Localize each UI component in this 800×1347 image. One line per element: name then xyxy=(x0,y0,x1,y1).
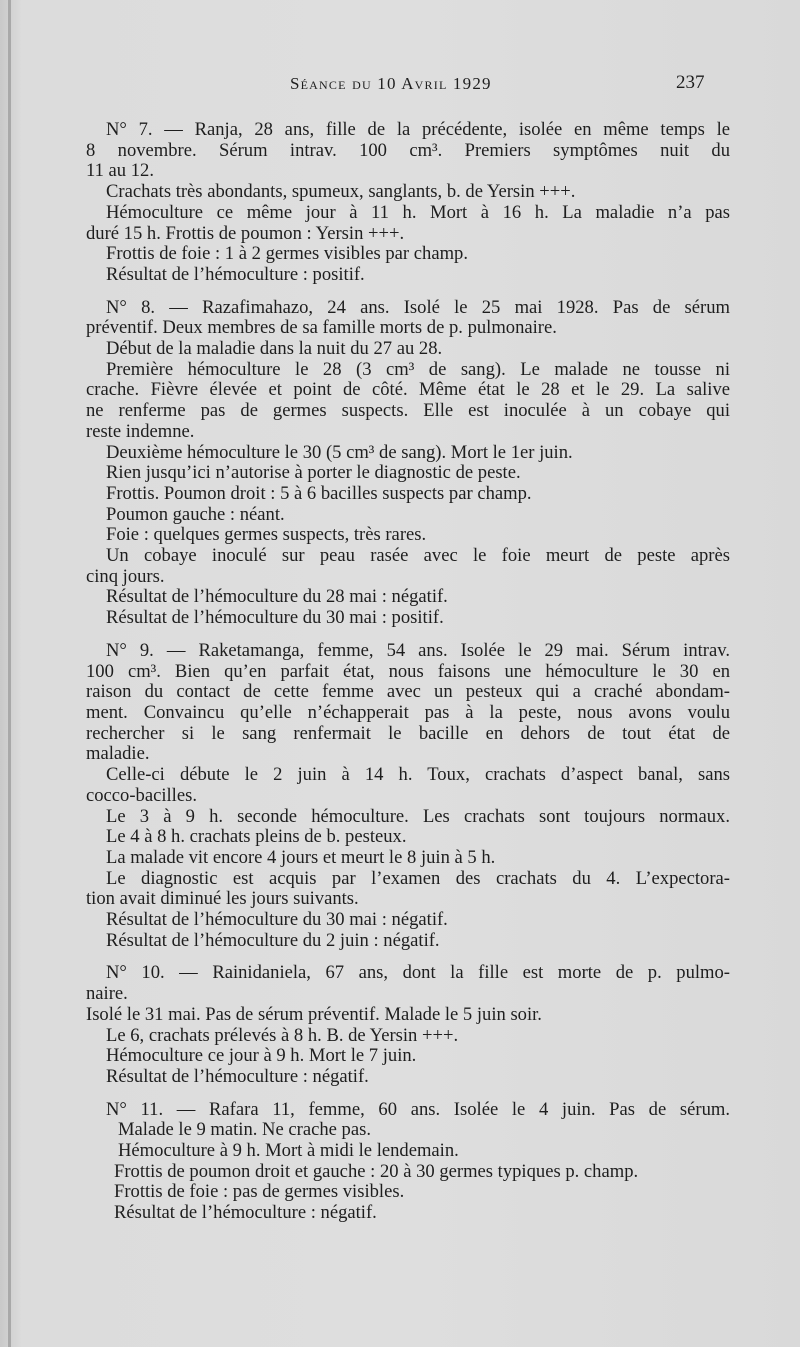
case-11-line-5: Frottis de foie : pas de germes visibles. xyxy=(114,1181,405,1203)
case-11-line-6: Résultat de l’hémoculture : négatif. xyxy=(114,1202,377,1224)
case-8-line-14: cinq jours. xyxy=(86,565,165,587)
case-8-line-8: Deuxième hémoculture le 30 (5 cm³ de sang). Mort le 1er juin. xyxy=(106,441,573,463)
case-9-line-4: ment. Convaincu qu’elle n’échapperait pas à la peste, nous avons voulu xyxy=(86,701,730,723)
case-7-line-5: Hémoculture ce même jour à 11 h. Mort à 16 h. La maladie n’a pas xyxy=(106,201,730,223)
case-8-line-9: Rien jusqu’ici n’autorise à porter le diagnostic de peste. xyxy=(106,462,521,484)
case-7-line-3: 11 au 12. xyxy=(86,160,154,182)
case-9-line-7: Celle-ci débute le 2 juin à 14 h. Toux, crachats d’aspect banal, sans xyxy=(106,764,730,786)
case-9-line-3: raison du contact de cette femme avec un pesteux qui a craché abondam- xyxy=(86,681,730,703)
case-8-line-15: Résultat de l’hémoculture du 28 mai : négatif. xyxy=(106,586,448,608)
case-10 xyxy=(86,963,730,1087)
page-header xyxy=(0,72,800,102)
case-8-line-5: crache. Fièvre élevée et point de côté. Même état le 28 et le 29. La salive xyxy=(86,379,730,401)
case-11-line-1: N° 11. — Rafara 11, femme, 60 ans. Isolée le 4 juin. Pas de sérum. xyxy=(106,1098,730,1120)
case-9-line-12: Le diagnostic est acquis par l’examen des crachats du 4. L’expectora- xyxy=(106,867,730,889)
case-9-line-11: La malade vit encore 4 jours et meurt le 8 juin à 5 h. xyxy=(106,846,496,868)
case-10-line-2: naire. xyxy=(86,983,128,1005)
case-8-line-1: N° 8. — Razafimahazo, 24 ans. Isolé le 25 mai 1928. Pas de sérum xyxy=(106,296,730,318)
case-10-line-4: Le 6, crachats prélevés à 8 h. B. de Yersin +++. xyxy=(106,1024,459,1046)
case-8-line-2: préventif. Deux membres de sa famille morts de p. pulmonaire. xyxy=(86,317,557,339)
case-7-line-7: Frottis de foie : 1 à 2 germes visibles par champ. xyxy=(106,243,468,265)
case-10-line-1: N° 10. — Rainidaniela, 67 ans, dont la fille est morte de p. pulmo- xyxy=(106,962,730,984)
case-11 xyxy=(86,1100,730,1224)
case-9-line-6: maladie. xyxy=(86,743,150,765)
case-10-line-6: Résultat de l’hémoculture : négatif. xyxy=(106,1065,369,1087)
case-11-line-3: Hémoculture à 9 h. Mort à midi le lendemain. xyxy=(118,1140,459,1162)
case-9-line-9: Le 3 à 9 h. seconde hémoculture. Les crachats sont toujours normaux. xyxy=(106,805,730,827)
page-number: 237 xyxy=(676,72,705,93)
case-8-line-12: Foie : quelques germes suspects, très rares. xyxy=(106,524,427,546)
case-8-line-11: Poumon gauche : néant. xyxy=(106,503,285,525)
case-9-line-2: 100 cm³. Bien qu’en parfait état, nous faisons une hémoculture le 30 en xyxy=(86,660,730,682)
case-8-line-10: Frottis. Poumon droit : 5 à 6 bacilles suspects par champ. xyxy=(106,482,532,504)
case-9-line-8: cocco-bacilles. xyxy=(86,784,197,806)
case-10-line-5: Hémoculture ce jour à 9 h. Mort le 7 juin. xyxy=(106,1045,417,1067)
case-10-line-3: Isolé le 31 mai. Pas de sérum préventif. Malade le 5 juin soir. xyxy=(86,1003,542,1025)
body-text xyxy=(86,120,730,1224)
case-7-line-2: 8 novembre. Sérum intrav. 100 cm³. Premiers symptômes nuit du xyxy=(86,139,730,161)
case-7-line-1: N° 7. — Ranja, 28 ans, fille de la précédente, isolée en même temps le xyxy=(106,119,730,140)
case-8-line-16: Résultat de l’hémoculture du 30 mai : positif. xyxy=(106,607,444,629)
page-edge xyxy=(8,0,11,1347)
case-11-line-4: Frottis de poumon droit et gauche : 20 à 30 germes typiques p. champ. xyxy=(114,1160,639,1182)
case-9-line-10: Le 4 à 8 h. crachats pleins de b. pesteux. xyxy=(106,826,407,848)
case-9 xyxy=(86,641,730,952)
case-8-line-4: Première hémoculture le 28 (3 cm³ de sang). Le malade ne tousse ni xyxy=(106,358,730,380)
case-9-line-13: tion avait diminué les jours suivants. xyxy=(86,888,359,910)
case-7-line-8: Résultat de l’hémoculture : positif. xyxy=(106,263,365,285)
case-9-line-5: rechercher si le sang renfermait le bacille en dehors de tout état de xyxy=(86,722,730,744)
case-7 xyxy=(86,120,730,286)
case-8-line-6: ne renferme pas de germes suspects. Elle est inoculée à un cobaye qui xyxy=(86,400,730,422)
case-8-line-3: Début de la maladie dans la nuit du 27 au 28. xyxy=(106,338,443,360)
case-9-line-1: N° 9. — Raketamanga, femme, 54 ans. Isolée le 29 mai. Sérum intrav. xyxy=(106,639,730,661)
case-8-line-7: reste indemne. xyxy=(86,420,195,442)
case-11-line-2: Malade le 9 matin. Ne crache pas. xyxy=(118,1119,371,1141)
case-8 xyxy=(86,298,730,629)
case-7-line-4: Crachats très abondants, spumeux, sanglants, b. de Yersin +++. xyxy=(106,181,576,203)
case-7-line-6: duré 15 h. Frottis de poumon : Yersin +++. xyxy=(86,222,405,244)
case-9-line-14: Résultat de l’hémoculture du 30 mai : négatif. xyxy=(106,909,448,931)
running-title: Séance du 10 Avril 1929 xyxy=(290,74,492,93)
case-8-line-13: Un cobaye inoculé sur peau rasée avec le foie meurt de peste après xyxy=(106,545,730,567)
case-9-line-15: Résultat de l’hémoculture du 2 juin : négatif. xyxy=(106,929,440,951)
